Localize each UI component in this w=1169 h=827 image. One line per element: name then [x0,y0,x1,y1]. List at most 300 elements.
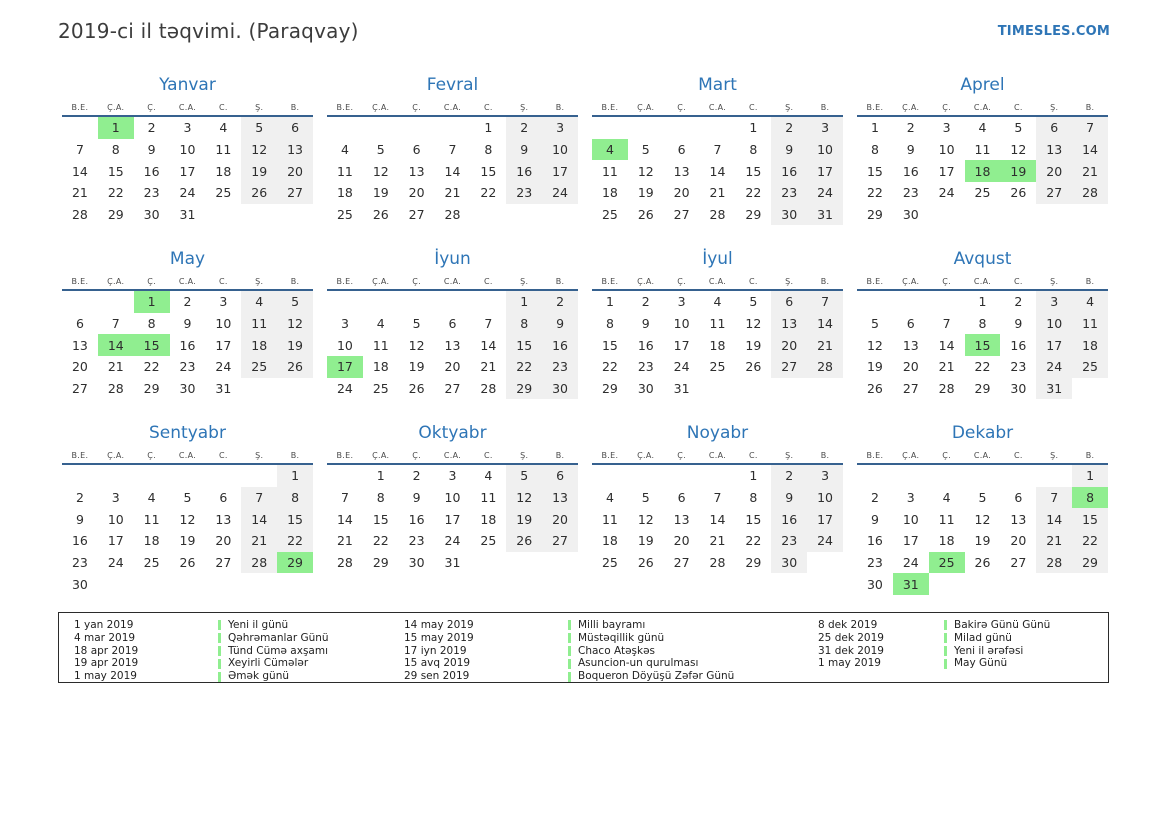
empty-day-cell [62,117,98,139]
day-cell: 21 [709,185,726,201]
holiday-marker-icon [568,620,571,630]
month-days-grid [857,291,1108,399]
month-title: Aprel [960,75,1005,95]
weekday-label: Ç.A. [637,103,655,112]
day-cell: 27 [542,530,578,552]
day-cell: 15 [107,163,124,179]
day-cell: 3 [542,117,578,139]
day-cell: 27 [902,381,919,397]
day-cell: 19 [866,359,883,375]
empty-day-cell [134,573,170,595]
day-cell: 10 [444,490,461,506]
day-cell: 21 [709,533,726,549]
day-cell: 23 [771,182,807,204]
day-cell: 17 [807,508,843,530]
weekday-label: C.A. [708,277,727,286]
holiday-marker-icon [944,633,947,643]
day-cell: 13 [71,337,88,353]
weekday-header-row [327,277,578,291]
legend-holiday-name: Müstəqillik günü [568,632,818,645]
holiday-day-cell: 25 [929,552,965,574]
weekday-label: C.A. [973,451,992,460]
day-cell: 1 [978,294,987,310]
weekday-header-row [327,103,578,117]
site-link[interactable]: TIMESLES.COM [997,24,1110,39]
day-cell: 22 [107,185,124,201]
day-cell: 19 [179,533,196,549]
day-cell: 18 [336,185,353,201]
weekday-header-row [857,103,1108,117]
day-cell: 16 [408,511,425,527]
day-cell: 6 [677,142,686,158]
weekday-header-row [592,277,843,291]
day-cell: 12 [745,316,762,332]
day-cell: 11 [974,142,991,158]
weekday-label: B.E. [71,277,89,286]
day-cell: 6 [542,465,578,487]
day-cell: 7 [713,490,722,506]
day-cell: 28 [444,207,461,223]
day-cell: 30 [71,576,88,592]
day-cell: 8 [978,316,987,332]
weekday-label: Ş. [785,277,794,286]
day-cell: 9 [641,316,650,332]
weekday-label: B.E. [601,451,619,460]
month-calendar [62,422,313,596]
day-cell: 15 [506,334,542,356]
day-cell: 27 [771,356,807,378]
legend-holiday-date: 8 dek 2019 [818,619,878,631]
day-cell: 2 [183,294,192,310]
empty-day-cell [929,573,965,595]
legend-holiday-date: 15 may 2019 [404,631,474,644]
day-cell: 12 [372,163,389,179]
day-cell: 13 [408,163,425,179]
day-cell: 14 [1072,139,1108,161]
month-title: Dekabr [951,423,1014,443]
empty-day-cell [241,573,277,595]
day-cell: 23 [866,555,883,571]
empty-day-cell [205,573,241,595]
legend-holiday-date: 19 apr 2019 [74,657,139,670]
day-cell: 17 [179,163,196,179]
day-cell: 17 [107,533,124,549]
months-grid [62,74,1108,596]
empty-day-cell [170,465,206,487]
weekday-label: B. [555,277,565,286]
weekday-label: B. [290,451,300,460]
empty-day-cell [241,204,277,226]
empty-day-cell [134,465,170,487]
day-cell: 18 [241,334,277,356]
day-cell: 24 [179,185,196,201]
day-cell: 4 [942,490,951,506]
day-cell: 11 [372,337,389,353]
month-days-grid [62,465,313,595]
day-cell: 12 [506,487,542,509]
month-calendar [327,422,578,596]
day-cell: 13 [444,337,461,353]
day-cell: 20 [277,160,313,182]
day-cell: 12 [637,511,654,527]
holiday-marker-icon [944,659,947,669]
weekday-label: B. [555,451,565,460]
day-cell: 7 [942,316,951,332]
legend-holiday-date: 31 dek 2019 [818,644,884,657]
day-cell: 30 [179,381,196,397]
day-cell: 12 [974,511,991,527]
day-cell: 11 [1072,313,1108,335]
day-cell: 11 [336,163,353,179]
holiday-marker-icon [568,672,571,682]
day-cell: 5 [749,294,758,310]
day-cell: 5 [641,490,650,506]
day-cell: 11 [480,490,497,506]
month-days-grid [327,291,578,399]
day-cell: 8 [506,313,542,335]
day-cell: 23 [542,356,578,378]
day-cell: 3 [807,465,843,487]
day-cell: 10 [336,337,353,353]
empty-day-cell [929,465,965,487]
day-cell: 8 [376,490,385,506]
day-cell: 1 [749,468,758,484]
holiday-marker-icon [568,646,571,656]
weekday-label: Ş. [785,451,794,460]
legend-column [74,619,404,683]
empty-day-cell [277,204,313,226]
day-cell: 13 [542,487,578,509]
day-cell: 20 [71,359,88,375]
day-cell: 6 [277,117,313,139]
day-cell: 14 [336,511,353,527]
legend-holiday-name: Bakirə Günü Günü [944,619,1094,632]
empty-day-cell [857,465,893,487]
day-cell: 20 [444,359,461,375]
day-cell: 25 [601,207,618,223]
legend-holiday-date: 1 yan 2019 [74,619,134,631]
day-cell: 16 [866,533,883,549]
day-cell: 22 [974,359,991,375]
day-cell: 2 [771,465,807,487]
empty-day-cell [1000,204,1036,226]
day-cell: 20 [771,334,807,356]
month-calendar [592,422,843,596]
day-cell: 7 [448,142,457,158]
empty-day-cell [170,573,206,595]
day-cell: 19 [277,334,313,356]
day-cell: 8 [749,490,758,506]
day-cell: 28 [1036,552,1072,574]
weekday-label: Ç. [942,277,951,286]
month-calendar [327,74,578,248]
empty-day-cell [506,204,542,226]
weekday-label: B.E. [866,103,884,112]
day-cell: 7 [111,316,120,332]
day-cell: 6 [75,316,84,332]
day-cell: 13 [215,511,232,527]
day-cell: 9 [771,487,807,509]
day-cell: 16 [637,337,654,353]
day-cell: 24 [336,381,353,397]
weekday-header-row [857,451,1108,465]
day-cell: 24 [807,182,843,204]
day-cell: 9 [1014,316,1023,332]
holiday-marker-icon [568,633,571,643]
month-title: May [169,249,206,269]
weekday-label: B.E. [336,451,354,460]
weekday-label: Ç. [147,451,156,460]
day-cell: 26 [506,530,542,552]
weekday-label: B.E. [601,103,619,112]
day-cell: 10 [107,511,124,527]
month-calendar [857,74,1108,248]
empty-day-cell [542,552,578,574]
empty-day-cell [592,465,628,487]
day-cell: 10 [902,511,919,527]
day-cell: 14 [241,508,277,530]
day-cell: 18 [480,511,497,527]
holiday-legend [58,612,1109,683]
weekday-label: Ş. [520,451,529,460]
day-cell: 24 [1036,356,1072,378]
day-cell: 12 [408,337,425,353]
day-cell: 1 [1072,465,1108,487]
weekday-label: B. [820,103,830,112]
day-cell: 12 [637,163,654,179]
day-cell: 28 [241,552,277,574]
day-cell: 11 [601,163,618,179]
weekday-label: Ç.A. [372,451,390,460]
weekday-label: C.A. [443,451,462,460]
empty-day-cell [1036,573,1072,595]
weekday-label: B. [820,277,830,286]
month-title: Yanvar [159,75,216,95]
day-cell: 16 [179,337,196,353]
day-cell: 5 [277,291,313,313]
weekday-label: C. [1013,451,1023,460]
empty-day-cell [807,378,843,400]
day-cell: 19 [372,185,389,201]
empty-day-cell [628,465,664,487]
day-cell: 13 [673,511,690,527]
day-cell: 1 [605,294,614,310]
day-cell: 16 [902,163,919,179]
day-cell: 15 [601,337,618,353]
day-cell: 10 [807,487,843,509]
empty-day-cell [363,291,399,313]
day-cell: 24 [902,555,919,571]
day-cell: 30 [902,207,919,223]
weekday-header-row [592,451,843,465]
weekday-label: Ç. [942,103,951,112]
day-cell: 3 [942,120,951,136]
legend-holiday-date: 17 iyn 2019 [404,644,467,657]
day-cell: 26 [1010,185,1027,201]
empty-day-cell [435,291,471,313]
weekday-label: C. [483,277,493,286]
holiday-day-cell: 8 [1072,487,1108,509]
day-cell: 1 [484,120,493,136]
day-cell: 31 [1036,378,1072,400]
day-cell: 9 [147,142,156,158]
day-cell: 27 [408,207,425,223]
day-cell: 20 [673,533,690,549]
weekday-label: Ç. [412,277,421,286]
month-title: Mart [698,75,737,95]
day-cell: 1 [749,120,758,136]
day-cell: 6 [906,316,915,332]
day-cell: 25 [336,207,353,223]
weekday-label: B.E. [601,277,619,286]
day-cell: 17 [807,160,843,182]
weekday-label: Ç.A. [372,277,390,286]
day-cell: 18 [143,533,160,549]
month-title: Oktyabr [418,423,487,443]
day-cell: 5 [376,142,385,158]
day-cell: 17 [215,337,232,353]
weekday-label: Ç. [412,103,421,112]
empty-day-cell [700,378,736,400]
day-cell: 10 [673,316,690,332]
day-cell: 18 [215,163,232,179]
day-cell: 8 [277,487,313,509]
empty-day-cell [700,117,736,139]
day-cell: 16 [542,334,578,356]
day-cell: 24 [107,555,124,571]
day-cell: 9 [771,139,807,161]
day-cell: 4 [147,490,156,506]
day-cell: 8 [147,316,156,332]
day-cell: 12 [179,511,196,527]
day-cell: 18 [601,185,618,201]
day-cell: 29 [372,555,389,571]
day-cell: 6 [677,490,686,506]
weekday-label: Ş. [1050,451,1059,460]
holiday-marker-icon [568,659,571,669]
day-cell: 23 [1010,359,1027,375]
day-cell: 3 [111,490,120,506]
month-title: İyun [434,249,471,269]
day-cell: 3 [448,468,457,484]
empty-day-cell [241,465,277,487]
empty-day-cell [399,117,435,139]
legend-holiday-date: 14 may 2019 [404,619,474,631]
day-cell: 2 [771,117,807,139]
day-cell: 6 [448,316,457,332]
day-cell: 24 [807,530,843,552]
weekday-label: Ş. [255,451,264,460]
day-cell: 27 [277,182,313,204]
day-cell: 7 [713,142,722,158]
legend-holiday-name: Chaco Atəşkəs [568,645,818,658]
holiday-day-cell: 17 [327,356,363,378]
day-cell: 30 [771,552,807,574]
holiday-marker-icon [944,620,947,630]
month-calendar [62,74,313,248]
weekday-label: C. [483,103,493,112]
weekday-label: Ş. [1050,103,1059,112]
day-cell: 19 [637,533,654,549]
day-cell: 15 [277,508,313,530]
day-cell: 5 [506,465,542,487]
day-cell: 3 [340,316,349,332]
day-cell: 14 [480,337,497,353]
holiday-marker-icon [218,659,221,669]
day-cell: 30 [143,207,160,223]
day-cell: 25 [241,356,277,378]
day-cell: 3 [906,490,915,506]
weekday-label: Ç.A. [107,103,125,112]
empty-day-cell [700,465,736,487]
day-cell: 19 [408,359,425,375]
empty-day-cell [929,204,965,226]
day-cell: 25 [974,185,991,201]
empty-day-cell [98,291,134,313]
day-cell: 5 [978,490,987,506]
day-cell: 16 [506,160,542,182]
empty-day-cell [205,465,241,487]
legend-holiday-name: Asuncion-un qurulması [568,657,818,670]
day-cell: 17 [542,160,578,182]
weekday-label: C.A. [973,277,992,286]
legend-holiday-date: 18 apr 2019 [74,644,139,657]
day-cell: 16 [143,163,160,179]
weekday-label: Ç.A. [902,103,920,112]
day-cell: 15 [745,511,762,527]
day-cell: 8 [749,142,758,158]
empty-day-cell [1072,573,1108,595]
weekday-label: C.A. [178,277,197,286]
day-cell: 16 [71,533,88,549]
empty-day-cell [241,378,277,400]
day-cell: 22 [480,185,497,201]
day-cell: 25 [372,381,389,397]
day-cell: 19 [974,533,991,549]
day-cell: 15 [745,163,762,179]
holiday-day-cell: 31 [893,573,929,595]
weekday-label: C. [218,451,228,460]
month-calendar [592,74,843,248]
day-cell: 28 [107,381,124,397]
day-cell: 3 [183,120,192,136]
weekday-label: C. [748,103,758,112]
weekday-label: B. [820,451,830,460]
empty-day-cell [664,117,700,139]
empty-day-cell [893,291,929,313]
empty-day-cell [1072,204,1108,226]
day-cell: 29 [1072,552,1108,574]
day-cell: 11 [709,316,726,332]
weekday-label: C.A. [178,103,197,112]
day-cell: 25 [215,185,232,201]
legend-holiday-name: May Günü [944,657,1094,670]
day-cell: 16 [1010,337,1027,353]
day-cell: 27 [71,381,88,397]
weekday-label: C.A. [708,451,727,460]
day-cell: 13 [277,139,313,161]
weekday-label: B. [290,277,300,286]
empty-day-cell [62,291,98,313]
day-cell: 26 [637,207,654,223]
empty-day-cell [205,204,241,226]
day-cell: 20 [542,508,578,530]
day-cell: 31 [179,207,196,223]
day-cell: 3 [677,294,686,310]
empty-day-cell [807,552,843,574]
day-cell: 7 [340,490,349,506]
weekday-label: C. [483,451,493,460]
